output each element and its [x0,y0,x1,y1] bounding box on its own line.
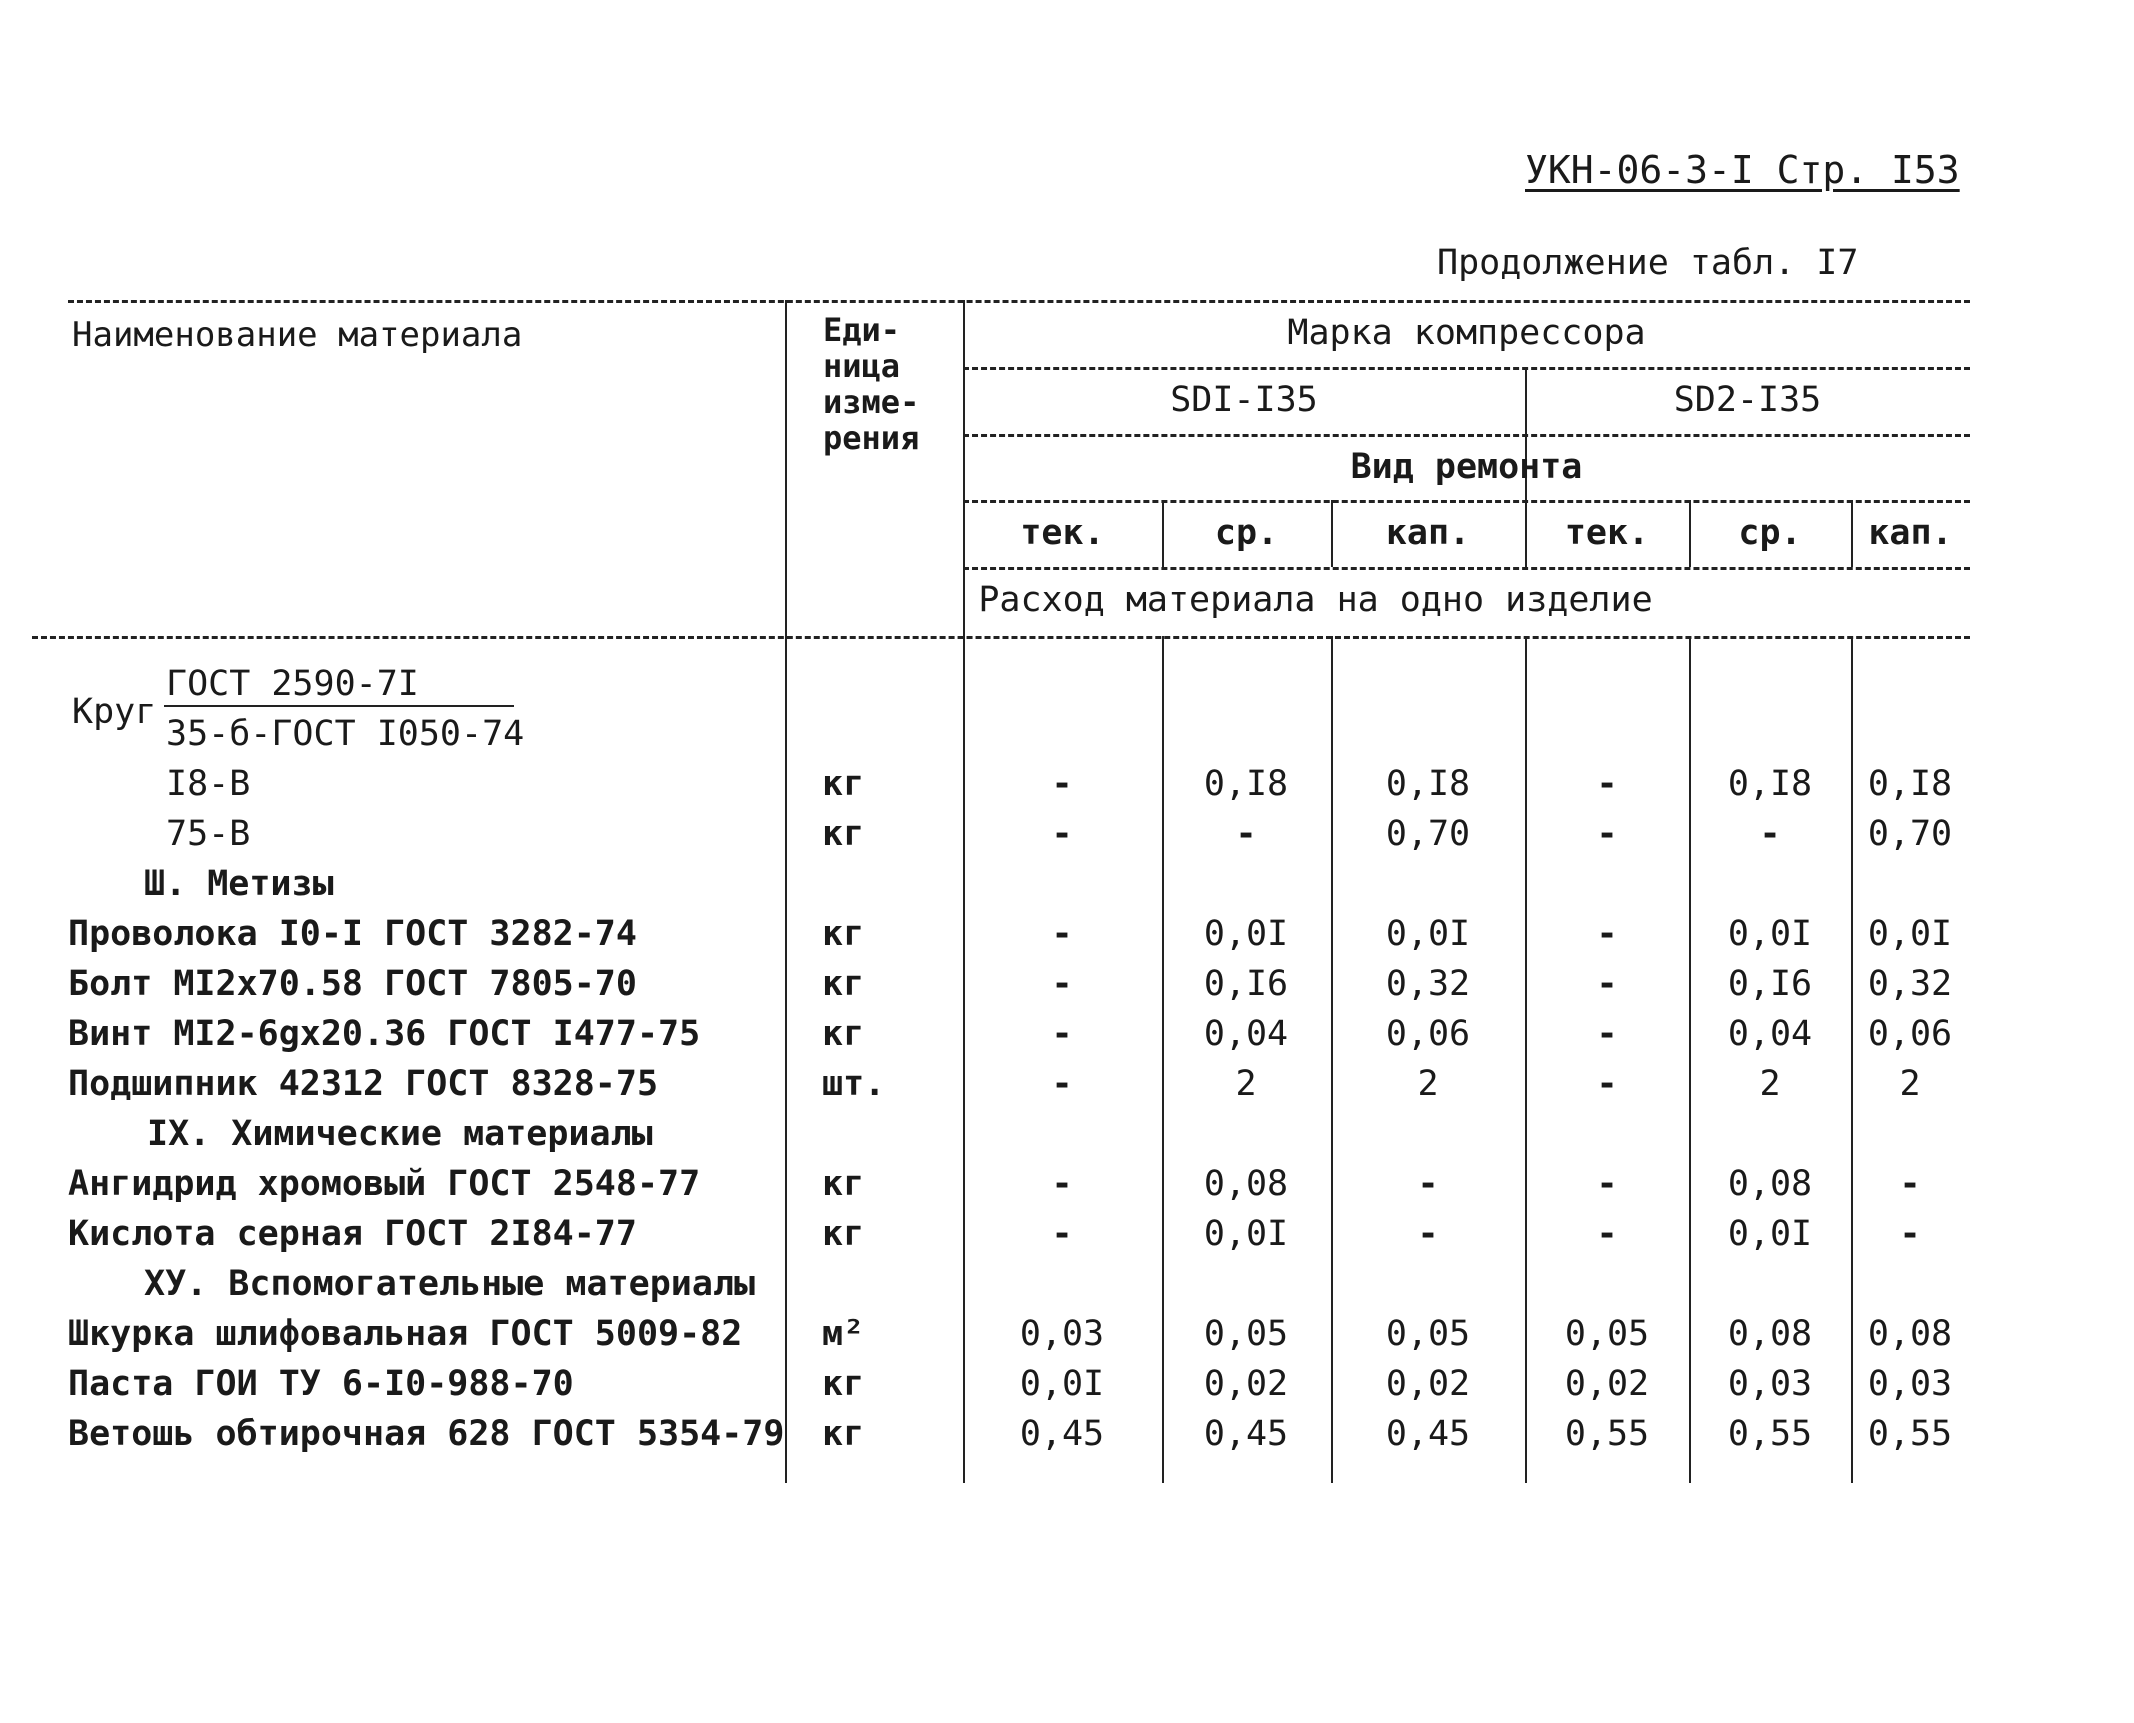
header-divider-models [963,367,1970,370]
value-cell: 0,I6 [1727,964,1813,1004]
unit-header-line: рения [823,419,920,457]
value-cell: - [1596,764,1618,804]
unit-cell: кг [822,964,865,1004]
unit-header-line: ница [823,347,901,385]
value-cell: 2 [1759,1064,1781,1104]
value-cell: 0,32 [1385,964,1471,1004]
body-divider-c5 [1689,636,1691,1483]
value-cell: - [1596,1014,1618,1054]
material-name: Проволока I0-I ГОСТ 3282-74 [68,914,637,954]
value-cell: 0,02 [1385,1364,1471,1404]
krug-denominator: 35-б-ГОСТ I050-74 [166,714,525,754]
document-reference: УКН-06-3-I Стр. I53 [1525,148,1960,192]
value-cell: 0,70 [1867,814,1953,854]
krug-fraction-line [164,705,514,707]
unit-cell: м² [822,1314,865,1354]
value-cell: 0,55 [1867,1414,1953,1454]
repair-type-capital-2: кап. [1868,513,1953,553]
value-cell: 0,08 [1727,1164,1813,1204]
value-cell: 0,0I [1203,914,1289,954]
value-cell: 2 [1899,1064,1921,1104]
unit-header-line: Еди- [823,311,901,349]
value-cell: - [1051,1014,1073,1054]
section-heading: IХ. Химические материалы [147,1114,653,1154]
value-cell: 0,45 [1019,1414,1105,1454]
value-cell: - [1596,1214,1618,1254]
krug-numerator: ГОСТ 2590-7I [166,664,419,704]
value-cell: 2 [1417,1064,1439,1104]
header-divider-types [963,500,1970,503]
material-name: Болт МI2х70.58 ГОСТ 7805-70 [68,964,637,1004]
material-name: 75-В [166,814,251,854]
consumption-header: Расход материала на одно изделие [978,580,1653,620]
value-cell: 0,45 [1203,1414,1289,1454]
value-cell: - [1051,1164,1073,1204]
material-name: Подшипник 42312 ГОСТ 8328-75 [68,1064,659,1104]
value-cell: - [1051,1064,1073,1104]
value-cell: - [1051,964,1073,1004]
material-name: Шкурка шлифовальная ГОСТ 5009-82 [68,1314,743,1354]
column-header-material-name: Наименование материала [72,315,523,355]
material-name: Кислота серная ГОСТ 2I84-77 [68,1214,637,1254]
value-cell: 0,0I [1727,1214,1813,1254]
value-cell: - [1596,814,1618,854]
value-cell: - [1759,814,1781,854]
value-cell: 0,04 [1203,1014,1289,1054]
value-cell: 0,02 [1564,1364,1650,1404]
value-cell: - [1417,1164,1439,1204]
value-cell: 0,0I [1727,914,1813,954]
value-cell: 0,0I [1203,1214,1289,1254]
repair-type-header: Вид ремонта [1350,447,1583,487]
repair-type-medium-2: ср. [1738,513,1802,553]
column-header-unit [823,312,963,456]
value-cell: 0,03 [1019,1314,1105,1354]
value-cell: 0,08 [1867,1314,1953,1354]
value-cell: 0,I8 [1385,764,1471,804]
value-cell: 0,02 [1203,1364,1289,1404]
body-divider-c3 [1331,636,1333,1483]
model-header-sd1: SDI-I35 [1170,380,1318,420]
value-cell: 0,03 [1867,1364,1953,1404]
table-continuation-caption: Продолжение табл. I7 [1437,243,1859,283]
value-cell: 0,0I [1867,914,1953,954]
value-cell: - [1899,1214,1921,1254]
repair-type-medium-1: ср. [1214,513,1279,553]
value-cell: 0,70 [1385,814,1471,854]
value-cell: 2 [1235,1064,1257,1104]
value-cell: - [1051,914,1073,954]
unit-cell: шт. [822,1064,886,1104]
repair-type-current-2: тек. [1564,513,1650,553]
compressor-brand-header: Марка компрессора [1287,313,1646,353]
value-cell: - [1596,914,1618,954]
unit-header-line: изме- [823,383,920,421]
section-heading: ХУ. Вспомогательные материалы [144,1264,756,1304]
section-heading: Ш. Метизы [144,864,334,904]
value-cell: - [1051,814,1073,854]
header-divider-consumption [963,567,1970,570]
material-name: I8-В [166,764,251,804]
value-cell: - [1596,1064,1618,1104]
header-divider-repair [963,434,1970,437]
value-cell: 0,05 [1564,1314,1650,1354]
value-cell: 0,I8 [1203,764,1289,804]
value-cell: 0,0I [1385,914,1471,954]
value-cell: 0,08 [1203,1164,1289,1204]
value-cell: - [1596,964,1618,1004]
value-cell: 0,45 [1385,1414,1471,1454]
value-cell: 0,I8 [1867,764,1953,804]
unit-cell: кг [822,914,865,954]
value-cell: 0,55 [1564,1414,1650,1454]
value-cell: 0,I8 [1727,764,1813,804]
value-cell: - [1051,1214,1073,1254]
material-name: Паста ГОИ ТУ 6-I0-988-70 [68,1364,574,1404]
material-name: Ветошь обтирочная 628 ГОСТ 5354-79 [68,1414,785,1454]
value-cell: 0,0I [1019,1364,1105,1404]
value-cell: 0,04 [1727,1014,1813,1054]
value-cell: 0,05 [1203,1314,1289,1354]
unit-cell: кг [822,764,865,804]
unit-cell: кг [822,1164,865,1204]
value-cell: 0,06 [1385,1014,1471,1054]
repair-type-current-1: тек. [1020,513,1105,553]
value-cell: 0,32 [1867,964,1953,1004]
unit-cell: кг [822,1214,865,1254]
unit-cell: кг [822,814,865,854]
body-divider-c4 [1525,636,1527,1483]
value-cell: - [1596,1164,1618,1204]
value-cell: 0,05 [1385,1314,1471,1354]
column-divider-name [785,300,787,1483]
body-divider-c2 [1162,636,1164,1483]
value-cell: 0,03 [1727,1364,1813,1404]
value-cell: 0,55 [1727,1414,1813,1454]
model-header-sd2: SD2-I35 [1673,380,1822,420]
value-cell: - [1899,1164,1921,1204]
repair-type-capital-1: кап. [1385,513,1471,553]
value-cell: 0,08 [1727,1314,1813,1354]
material-name: Ангидрид хромовый ГОСТ 2548-77 [68,1164,701,1204]
value-cell: 0,I6 [1203,964,1289,1004]
material-name: Винт МI2-6gх20.36 ГОСТ I477-75 [68,1014,701,1054]
body-divider-c6 [1851,636,1853,1483]
unit-cell: кг [822,1414,865,1454]
value-cell: 0,06 [1867,1014,1953,1054]
value-cell: - [1051,764,1073,804]
table-top-border [68,300,1970,303]
value-cell: - [1417,1214,1439,1254]
unit-cell: кг [822,1364,865,1404]
unit-cell: кг [822,1014,865,1054]
header-bottom-border [32,636,1970,639]
krug-label: Круг [72,692,157,732]
value-cell: - [1235,814,1257,854]
